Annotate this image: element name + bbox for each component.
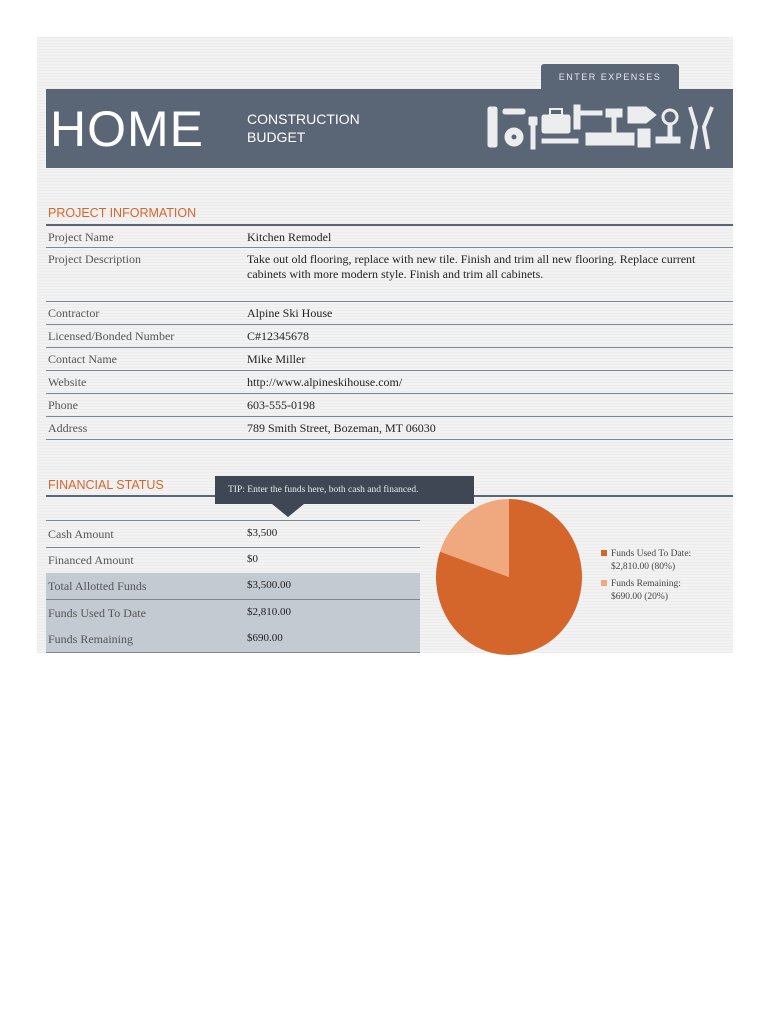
contact-name-label: Contact Name bbox=[48, 352, 117, 366]
project-information-heading: PROJECT INFORMATION bbox=[48, 206, 197, 220]
legend-swatch-funds-remaining bbox=[601, 580, 607, 586]
subtitle-line-2: BUDGET bbox=[247, 129, 306, 145]
legend-swatch-funds-used bbox=[601, 550, 607, 556]
project-name-label: Project Name bbox=[48, 230, 114, 244]
chart-legend bbox=[601, 548, 691, 608]
financial-row-total bbox=[46, 573, 420, 600]
license-number-value[interactable]: C#12345678 bbox=[247, 329, 310, 343]
tip-callout: TIP: Enter the funds here, both cash and financed. bbox=[215, 476, 474, 504]
address-label: Address bbox=[48, 421, 88, 435]
legend-value-funds-used: $2,810.00 (80%) bbox=[611, 562, 676, 572]
total-allotted-value: $3,500.00 bbox=[247, 579, 291, 591]
financed-amount-label: Financed Amount bbox=[48, 553, 134, 567]
page-title: HOME bbox=[50, 101, 204, 157]
financial-row-financed bbox=[46, 547, 420, 574]
project-description-label: Project Description bbox=[48, 252, 141, 266]
project-name-value[interactable]: Kitchen Remodel bbox=[247, 230, 332, 244]
cash-amount-label: Cash Amount bbox=[48, 527, 114, 541]
project-row-contractor bbox=[46, 302, 733, 325]
phone-value[interactable]: 603-555-0198 bbox=[247, 398, 315, 412]
funds-used-value: $2,810.00 bbox=[247, 606, 291, 618]
financial-status-heading: FINANCIAL STATUS bbox=[48, 478, 164, 492]
project-row-license bbox=[46, 325, 733, 348]
project-row-phone bbox=[46, 394, 733, 417]
enter-expenses-tab[interactable]: ENTER EXPENSES bbox=[541, 64, 679, 89]
page-subtitle bbox=[247, 110, 360, 146]
address-value[interactable]: 789 Smith Street, Bozeman, MT 06030 bbox=[247, 421, 436, 435]
website-value[interactable]: http://www.alpineskihouse.com/ bbox=[247, 375, 403, 389]
contact-name-value[interactable]: Mike Miller bbox=[247, 352, 306, 366]
legend-label-funds-remaining: Funds Remaining: bbox=[611, 579, 681, 589]
project-row-website bbox=[46, 371, 733, 394]
subtitle-line-1: CONSTRUCTION bbox=[247, 111, 360, 127]
legend-item-funds-remaining bbox=[601, 578, 691, 604]
funds-used-label: Funds Used To Date bbox=[48, 606, 146, 620]
total-allotted-label: Total Allotted Funds bbox=[48, 579, 147, 593]
project-row-name bbox=[46, 226, 733, 248]
legend-value-funds-remaining: $690.00 (20%) bbox=[611, 592, 668, 602]
project-description-value[interactable]: Take out old flooring, replace with new tile. Finish and trim all new flooring. Replace current cabinets with more modern style. Finish and trim all cabinets. bbox=[247, 252, 696, 281]
funds-pie-chart bbox=[434, 497, 584, 657]
project-row-contact bbox=[46, 348, 733, 371]
tip-callout-arrow bbox=[272, 504, 304, 517]
financed-amount-value[interactable]: $0 bbox=[247, 553, 258, 565]
tools-icon bbox=[486, 103, 718, 155]
funds-remaining-label: Funds Remaining bbox=[48, 632, 134, 646]
project-row-description bbox=[46, 248, 733, 302]
funds-remaining-value: $690.00 bbox=[247, 632, 283, 644]
phone-label: Phone bbox=[48, 398, 78, 412]
cash-amount-value[interactable]: $3,500 bbox=[247, 527, 278, 539]
project-row-address bbox=[46, 417, 733, 440]
financial-row-cash bbox=[46, 520, 420, 548]
financial-row-remaining bbox=[46, 626, 420, 653]
license-number-label: Licensed/Bonded Number bbox=[48, 329, 175, 343]
contractor-label: Contractor bbox=[48, 306, 100, 320]
contractor-value[interactable]: Alpine Ski House bbox=[247, 306, 333, 320]
worksheet bbox=[37, 37, 733, 653]
header-banner bbox=[46, 89, 733, 168]
financial-row-used bbox=[46, 600, 420, 627]
legend-item-funds-used bbox=[601, 548, 691, 574]
website-label: Website bbox=[48, 375, 87, 389]
legend-label-funds-used: Funds Used To Date: bbox=[611, 549, 692, 559]
